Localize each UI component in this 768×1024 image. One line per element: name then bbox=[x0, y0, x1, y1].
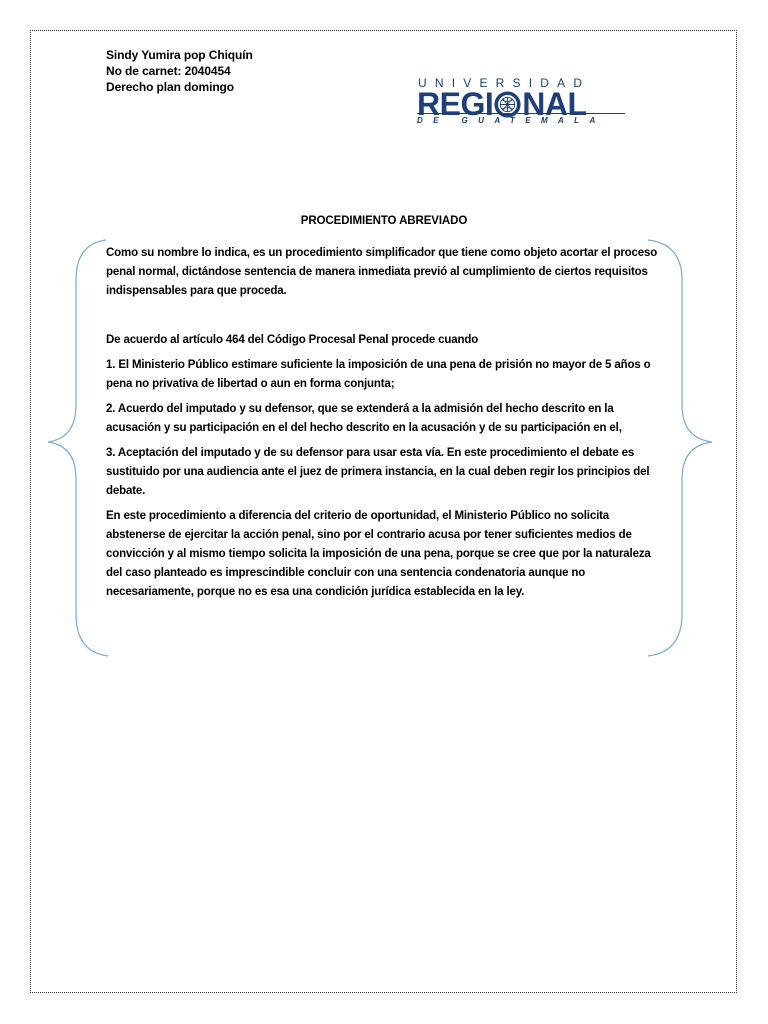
paragraph-conclusion: En este procedimiento a diferencia del criterio de oportunidad, el Ministerio Público no solicita abstenerse de ejercitar la acción penal, sino por el contrario acusa por tener suficientes medios de convicción y al mismo tiempo solicita la imposición de una pena, porque se cree que por la naturaleza del caso planteado es imprescindible concluir con una sentencia condenatoria aunque no necesariamente, porque no es esa una condición jurídica establecida en la ley. bbox=[106, 510, 651, 598]
document-body bbox=[106, 244, 666, 602]
logo-main-left: REGI bbox=[417, 86, 494, 122]
university-logo bbox=[414, 76, 628, 126]
logo-top-text: UNIVERSIDAD bbox=[418, 76, 591, 90]
author-header bbox=[106, 47, 253, 95]
paragraph-requirement-3: 3. Aceptación del imputado y de su defensor para usar esta vía. En este procedimiento el debate es sustituido por una audiencia ante el juez de primera instancia, en la cual deben regir los principios del debate. bbox=[106, 447, 650, 497]
author-name: Sindy Yumira pop Chiquín bbox=[106, 48, 253, 62]
logo-main-right: NAL bbox=[522, 86, 587, 122]
paragraph-requirement-1: 1. El Ministerio Público estimare suficiente la imposición de una pena de prisión no mayor de 5 años o pena no privativa de libertad o aun en forma conjunta; bbox=[106, 359, 651, 390]
paragraph-intro: Como su nombre lo indica, es un procedimiento simplificador que tiene como objeto acortar el proceso penal normal, dictándose sentencia de manera inmediata previó al cumplimiento de ciertos requisitos indispensables para que proceda. bbox=[106, 247, 658, 297]
paragraph-article: De acuerdo al artículo 464 del Código Procesal Penal procede cuando bbox=[106, 334, 479, 346]
carnet-number: No de carnet: 2040454 bbox=[106, 64, 231, 78]
logo-bottom-text: DE GUATEMALA bbox=[417, 113, 625, 126]
program-name: Derecho plan domingo bbox=[106, 80, 235, 94]
document-title: PROCEDIMIENTO ABREVIADO bbox=[300, 215, 468, 227]
paragraph-requirement-2: 2. Acuerdo del imputado y su defensor, que se extenderá a la admisión del hecho descrito en la acusación y su participación en el del hecho descrito en la acusación y de su participación en el, bbox=[106, 403, 622, 434]
